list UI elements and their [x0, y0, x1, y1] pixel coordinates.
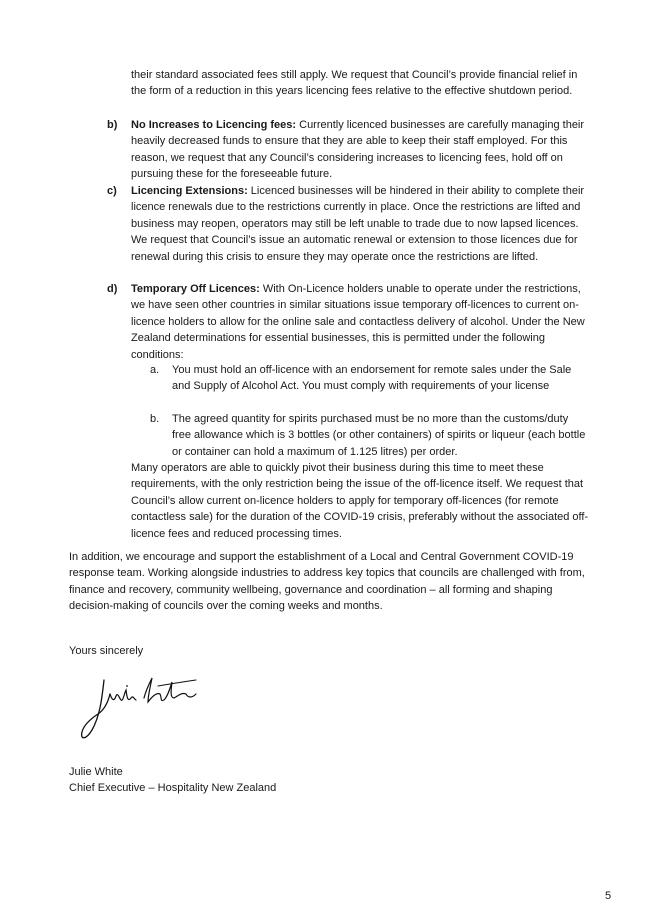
- page-number: 5: [605, 890, 612, 902]
- list-item-text: With On-Licence holders unable to operate under the restrictions, we have seen other countries in similar situations issue temporary off-licences to current on-licence holders to allow for the online sale and contactless delivery of alcohol. Under the New Zealand determinations for essential businesses, this is permitted under the following conditions:: [131, 283, 585, 361]
- signature-block: [69, 764, 276, 797]
- list-item-text: Currently licenced businesses are carefully managing their heavily decreased funds to ensure that they are able to keep their staff employed. For this reason, we request that any Council’s considering increases to licencing fees, hold off on pursuing these for the foreseeable future.: [131, 119, 585, 181]
- closing-paragraph: In addition, we encourage and support the establishment of a Local and Central Government COVID-19 response team. Working alongside industries to address key topics that councils are challenged with from, finance and recovery, community wellbeing, governance and coordination – all forming and shaping decision-making of councils over the coming weeks and months.: [69, 551, 585, 613]
- list-item-heading: No Increases to Licencing fees:: [131, 119, 297, 131]
- sub-list-marker: a.: [150, 364, 160, 376]
- sign-off: Yours sincerely: [69, 645, 144, 657]
- list-item-c: [107, 183, 591, 265]
- sub-list-item-text: You must hold an off-licence with an endorsement for remote sales under the Sale and Supply of Alcohol Act. You must comply with requirements of your license: [172, 364, 572, 393]
- list-item-heading: Licencing Extensions:: [131, 185, 248, 197]
- after-subitems-paragraph: Many operators are able to quickly pivot their business during this time to meet these requirements, with the only restriction being the issue of the off-licence itself. We request that Council’s allow current on-licence holders to apply for temporary off-licences (for remote contactless sale) for the duration of the COVID-19 crisis, preferably without the associated off-licence fees and reduced processing times.: [131, 462, 589, 540]
- sub-list-item-text: The agreed quantity for spirits purchased must be no more than the customs/duty free allowance which is 3 bottles (or other containers) of spirits or liqueur (each bottle or container can hold a maximum of 1.125 litres) per order.: [172, 413, 586, 458]
- handwritten-signature: [78, 668, 208, 748]
- list-marker: c): [107, 185, 117, 197]
- sub-list-marker: b.: [150, 413, 160, 425]
- list-marker: b): [107, 119, 118, 131]
- list-item-b: [107, 117, 591, 183]
- continuation-paragraph: their standard associated fees still apply. We request that Council’s provide financial relief in the form of a reduction in this years licencing fees relative to the effective shutdown period.: [131, 69, 578, 98]
- list-item-d: [107, 281, 591, 363]
- signatory-name: Julie White: [69, 766, 123, 778]
- signatory-title: Chief Executive – Hospitality New Zealand: [69, 782, 277, 795]
- list-item-text: Licenced businesses will be hindered in their ability to complete their licence renewals due to the restrictions currently in place. Once the restrictions are lifted and business may reopen, operators may still be left unable to trade due to now lapsed licences. We request that Council’s issue an automatic renewal or extension to those licences due for renewal during this crisis to ensure they may operate once the restrictions are lifted.: [131, 185, 585, 263]
- list-marker: d): [107, 283, 118, 295]
- sub-list-item-a: [150, 362, 590, 395]
- list-item-heading: Temporary Off Licences:: [131, 283, 260, 295]
- sub-list-item-b: [150, 411, 590, 460]
